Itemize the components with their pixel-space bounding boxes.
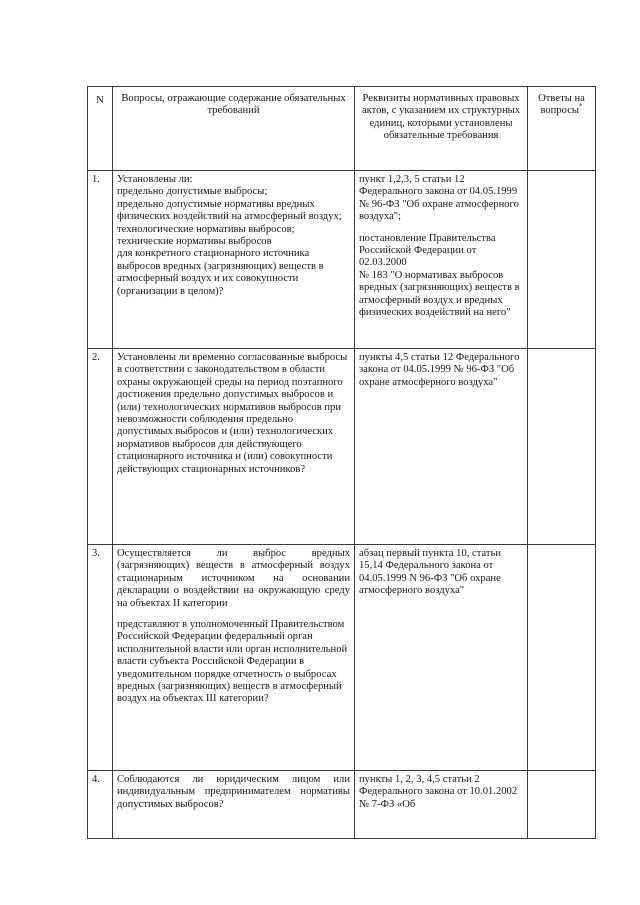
header-num: N bbox=[88, 87, 113, 171]
header-reference: Реквизиты нормативных правовых актов, с указанием их структурных единиц, которыми установлены обязательные требования bbox=[355, 87, 528, 171]
question-cell bbox=[113, 349, 355, 545]
row-number: 1. bbox=[88, 171, 113, 349]
question-cell bbox=[113, 771, 355, 839]
reference-text: № 183 "О нормативах выбросов вредных (загрязняющих) веществ в атмосферный воздух и вредных физических воздействий на него" bbox=[359, 269, 520, 319]
header-answer bbox=[528, 87, 596, 171]
question-text: предельно допустимые выбросы; bbox=[117, 186, 268, 198]
reference-cell bbox=[355, 349, 528, 545]
table-row bbox=[88, 171, 596, 349]
row-number: 4. bbox=[88, 771, 113, 839]
table-header-row bbox=[88, 87, 596, 171]
answer-cell[interactable] bbox=[528, 171, 596, 349]
question-text: Осуществляется ли выброс вредных (загрязняющих) веществ в атмосферный воздух стационарным источником на основании декларации о воздействии на окружающую среду на объектах II категории bbox=[117, 548, 350, 609]
header-question: Вопросы, отражающие содержание обязательных требований bbox=[113, 87, 355, 171]
header-answer-footnote-mark: * bbox=[579, 102, 583, 111]
question-text: Соблюдаются ли юридическим лицом или индивидуальным предпринимателем нормативы допустимых выбросов? bbox=[117, 774, 350, 810]
answer-cell[interactable] bbox=[528, 545, 596, 771]
reference-cell bbox=[355, 171, 528, 349]
reference-text: пункты 1, 2, 3, 4,5 статьи 2 Федерального закона от 10.01.2002 № 7-ФЗ «Об bbox=[359, 774, 518, 810]
answer-cell[interactable] bbox=[528, 771, 596, 839]
row-number: 3. bbox=[88, 545, 113, 771]
reference-cell bbox=[355, 545, 528, 771]
reference-text: абзац первый пункта 10, статьи 15,14 Федерального закона от 04.05.1999 N 96-ФЗ "Об охране атмосферного воздуха" bbox=[359, 548, 502, 597]
reference-text: пункт 1,2,3, 5 статьи 12 Федерального закона от 04.05.1999 № 96-ФЗ "Об охране атмосферного воздуха"; bbox=[359, 174, 519, 223]
question-text: для конкретного стационарного источника выбросов вредных (загрязняющих) веществ в атмосферный воздух и их совокупности (организации в целом)? bbox=[117, 248, 324, 297]
reference-text: пункты 4,5 статьи 12 Федерального закона от 04.05.1999 № 96-ФЗ "Об охране атмосферного воздуха" bbox=[359, 352, 520, 388]
question-text: предельно допустимые нормативы вредных физических воздействий на атмосферный воздух; bbox=[117, 198, 342, 223]
question-text: Установлены ли: bbox=[117, 174, 193, 185]
table-row bbox=[88, 771, 596, 839]
question-text: технические нормативы выбросов bbox=[117, 236, 272, 248]
question-text: Установлены ли временно согласованные выбросы в соответствии с законодательством в области охраны окружающей среды на период поэтапного достижения предельно допустимых выбросов и (или) технологических нормативов выбросов при невозможности соблюдения предельно допустимых выбросов и (или) технологических нормативов выбросов для действующего стационарного источника и (или) совокупности действующих стационарных источников? bbox=[117, 352, 348, 475]
answer-cell[interactable] bbox=[528, 349, 596, 545]
row-number: 2. bbox=[88, 349, 113, 545]
table-row bbox=[88, 545, 596, 771]
reference-text: постановление Правительства Российской Федерации от 02.03.2000 bbox=[359, 232, 496, 269]
header-answer-text: Ответы на вопросы bbox=[538, 93, 585, 117]
requirements-table bbox=[87, 86, 596, 839]
table-row bbox=[88, 349, 596, 545]
question-text: технологические нормативы выбросов; bbox=[117, 223, 295, 235]
reference-cell bbox=[355, 771, 528, 839]
question-cell bbox=[113, 171, 355, 349]
question-cell bbox=[113, 545, 355, 771]
question-text: представляют в уполномоченный Правительством Российской Федерации федеральный орган исполнительной власти или орган исполнительной власти субъекта Российской Федерации в уведомительном порядке отчетность о выбросах вредных (загрязняющих) веществ в атмосферный воздух на объектах III категории? bbox=[117, 619, 348, 705]
